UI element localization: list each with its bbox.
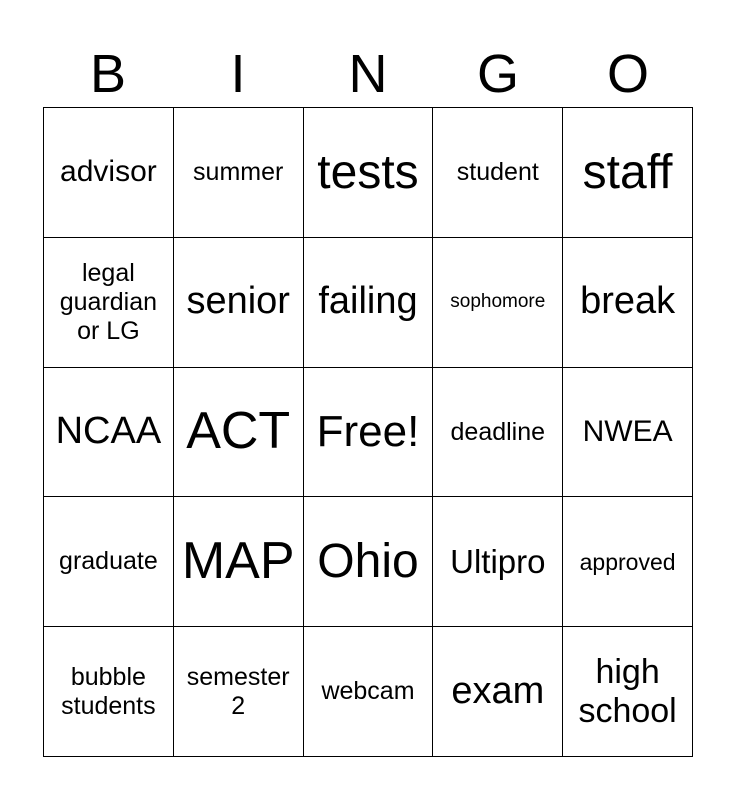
cell-label: NCAA <box>55 410 162 453</box>
bingo-cell[interactable] <box>433 497 563 627</box>
cell-label: exam <box>451 669 545 712</box>
cell-label: Free! <box>316 406 420 456</box>
cell-label: tests <box>317 145 419 199</box>
cell-label: senior <box>186 280 290 323</box>
bingo-cell[interactable] <box>174 108 304 238</box>
cell-label: staff <box>582 145 673 199</box>
cell-label: webcam <box>321 677 415 706</box>
cell-label: Ohio <box>317 535 419 589</box>
bingo-cell[interactable] <box>304 497 434 627</box>
bingo-cell[interactable] <box>563 108 693 238</box>
cell-label: break <box>580 280 676 323</box>
bingo-header <box>43 40 693 108</box>
header-letter-i: I <box>230 44 246 104</box>
bingo-cell[interactable] <box>563 627 693 757</box>
cell-label: graduate <box>59 547 158 576</box>
cell-label: semester 2 <box>186 662 290 720</box>
bingo-cell[interactable] <box>563 368 693 498</box>
cell-label: summer <box>193 158 284 187</box>
cell-label: high school <box>578 652 677 730</box>
cell-label: NWEA <box>582 414 673 448</box>
bingo-cell[interactable] <box>44 108 174 238</box>
bingo-cell[interactable] <box>174 497 304 627</box>
bingo-cell[interactable] <box>433 108 563 238</box>
header-letter-o: O <box>606 44 649 104</box>
bingo-cell[interactable] <box>304 368 434 498</box>
cell-label: deadline <box>450 417 546 446</box>
bingo-cell[interactable] <box>44 627 174 757</box>
bingo-cell[interactable] <box>174 368 304 498</box>
bingo-cell[interactable] <box>433 368 563 498</box>
bingo-cell[interactable] <box>563 238 693 368</box>
header-letter-b: B <box>89 44 127 104</box>
bingo-cell[interactable] <box>304 108 434 238</box>
bingo-card-grid <box>43 107 693 757</box>
bingo-cell[interactable] <box>304 238 434 368</box>
cell-label: approved <box>579 548 676 575</box>
bingo-cell[interactable] <box>44 238 174 368</box>
bingo-cell[interactable] <box>174 627 304 757</box>
header-letter-g: G <box>476 44 519 104</box>
cell-label: ACT <box>186 402 291 461</box>
cell-label: failing <box>318 280 418 323</box>
cell-label: bubble students <box>61 662 156 720</box>
cell-label: legal guardian or LG <box>59 259 158 345</box>
bingo-cell[interactable] <box>44 368 174 498</box>
bingo-cell[interactable] <box>174 238 304 368</box>
bingo-cell[interactable] <box>433 238 563 368</box>
bingo-cell[interactable] <box>304 627 434 757</box>
bingo-cell[interactable] <box>563 497 693 627</box>
bingo-cell[interactable] <box>44 497 174 627</box>
bingo-cell[interactable] <box>433 627 563 757</box>
cell-label: advisor <box>60 155 157 189</box>
cell-label: MAP <box>181 531 295 590</box>
cell-label: sophomore <box>450 291 546 313</box>
cell-label: student <box>456 158 539 187</box>
header-letter-n: N <box>348 44 388 104</box>
cell-label: Ultipro <box>450 542 546 580</box>
